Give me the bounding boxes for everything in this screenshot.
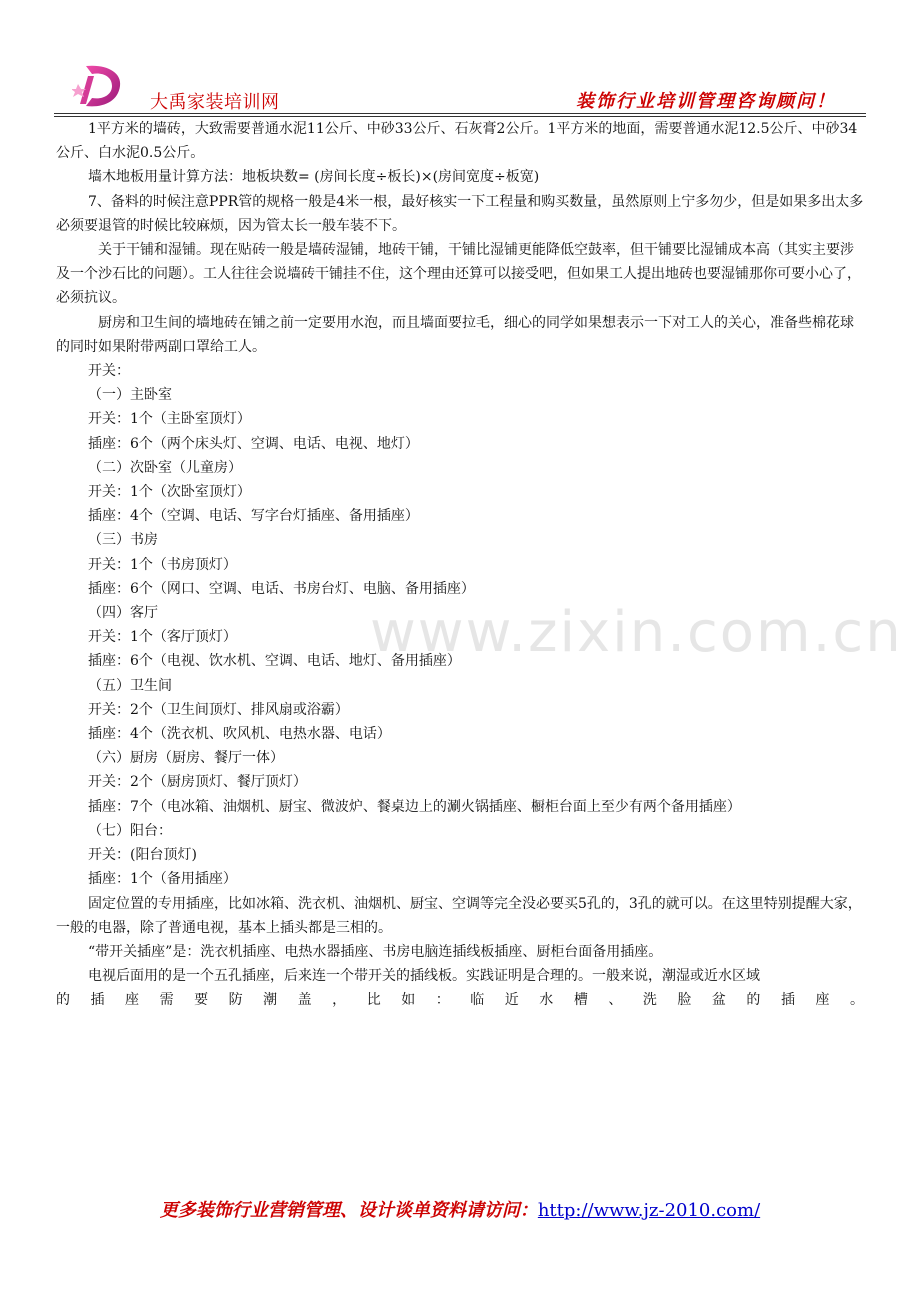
list-item: 插座：1个（备用插座） xyxy=(88,871,237,888)
list-item: 开关：(阳台顶灯) xyxy=(88,847,197,864)
list-item: 插座：4个（空调、电话、写字台灯插座、备用插座） xyxy=(88,508,419,525)
header-slogan: 装饰行业培训管理咨询顾问！ xyxy=(576,91,836,112)
paragraph: 7、备料的时候注意PPR管的规格一般是4米一根，最好核实一下工程量和购买数量，虽然原则上宁多勿少，但是如果多出太多必须要退管的时候比较麻烦，因为管太长一般车装不下。 xyxy=(56,193,864,234)
paragraph: 电视后面用的是一个五孔插座，后来连一个带开关的插线板。实践证明是合理的。一般来说，潮湿或近水区域 xyxy=(88,968,760,985)
footer-link[interactable]: http://www.jz-2010.com/ xyxy=(537,1200,761,1221)
list-item: 插座：6个（两个床头灯、空调、电话、电视、地灯） xyxy=(88,435,419,452)
paragraph: “带开关插座”是：洗衣机插座、电热水器插座、书房电脑连插线板插座、厨柜台面备用插座。 xyxy=(88,943,663,960)
list-item: 插座：4个（洗衣机、吹风机、电热水器、电话） xyxy=(88,726,391,743)
footer-text: 更多装饰行业营销管理、设计谈单资料请访问： xyxy=(159,1200,538,1221)
list-item: （三）书房 xyxy=(88,532,158,549)
paragraph: 固定位置的专用插座，比如冰箱、洗衣机、油烟机、厨宝、空调等完全没必要买5孔的，3孔的就可以。在这里特别提醒大家，一般的电器，除了普通电视，基本上插头都是三相的。 xyxy=(56,895,862,936)
list-item: 开关：1个（主卧室顶灯） xyxy=(88,411,251,428)
page-footer xyxy=(0,1196,920,1222)
list-item: （七）阳台： xyxy=(88,822,172,839)
list-item: （一）主卧室 xyxy=(88,387,172,404)
paragraph: 1平方米的墙砖，大致需要普通水泥11公斤、中砂33公斤、石灰膏2公斤。1平方米的地面，需要普通水泥12.5公斤、中砂34公斤、白水泥0.5公斤。 xyxy=(56,121,858,162)
site-name: 大禹家装培训网 xyxy=(150,92,280,113)
list-item: （二）次卧室（儿童房） xyxy=(88,459,242,476)
list-item: 插座：7个（电冰箱、油烟机、厨宝、微波炉、餐桌边上的涮火锅插座、橱柜台面上至少有两个备用插座） xyxy=(88,798,741,815)
list-item: 插座：6个（电视、饮水机、空调、电话、地灯、备用插座） xyxy=(88,653,461,670)
paragraph: 关于干铺和湿铺。现在贴砖一般是墙砖湿铺，地砖干铺，干铺比湿铺更能降低空鼓率，但干铺要比湿铺成本高（其实主要涉及一个沙石比的问题）。工人往往会说墙砖干铺挂不住，这个理由还算可以接受吧，但如果工人提出地砖也要湿铺那你可要小心了，必须抗议。 xyxy=(56,242,861,307)
list-item: （五）卫生间 xyxy=(88,677,172,694)
list-heading: 开关： xyxy=(88,363,130,380)
list-item: （四）客厅 xyxy=(88,605,158,622)
list-item: 开关：2个（卫生间顶灯、排风扇或浴霸） xyxy=(88,701,349,718)
watermark: www.zixin.com.cn xyxy=(370,600,903,665)
paragraph: 厨房和卫生间的墙地砖在铺之前一定要用水泡，而且墙面要拉毛，细心的同学如果想表示一下对工人的关心，准备些棉花球的同时如果附带两副口罩给工人。 xyxy=(56,314,854,355)
paragraph-justified-line: 的插座需要防潮盖，比如：临近水槽、洗脸盆的插座。 xyxy=(56,992,864,1009)
list-item: 开关：1个（书房顶灯） xyxy=(88,556,237,573)
page-header xyxy=(0,0,920,122)
list-item: 开关：1个（客厅顶灯） xyxy=(88,629,237,646)
dayu-logo-icon xyxy=(72,62,124,110)
list-item: （六）厨房（厨房、餐厅一体） xyxy=(88,750,284,767)
list-item: 开关：1个（次卧室顶灯） xyxy=(88,484,251,501)
list-item: 插座：6个（网口、空调、电话、书房台灯、电脑、备用插座） xyxy=(88,580,475,597)
list-item: 开关：2个（厨房顶灯、餐厅顶灯） xyxy=(88,774,307,791)
paragraph: 墙木地板用量计算方法：地板块数= (房间长度÷板长)×(房间宽度÷板宽) xyxy=(88,169,540,186)
document-body xyxy=(56,117,864,1013)
